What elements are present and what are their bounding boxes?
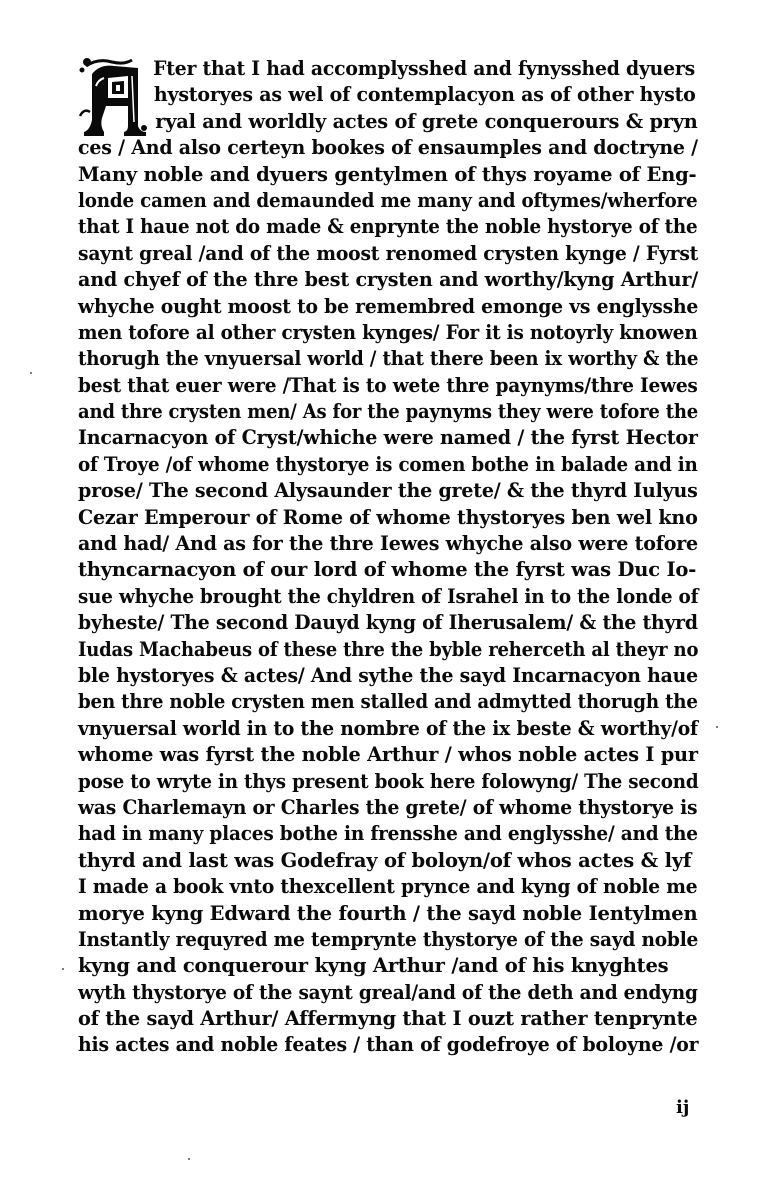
text-line: Fter that I had accomplysshed and fynysshed dyuers (153, 57, 695, 80)
text-line: ble hystoryes & actes/ And sythe the sayd Incarnacyon haue (78, 663, 698, 687)
text-line: thorugh the vnyuersal world / that there been ix worthy & the (78, 347, 699, 371)
text-line: of the sayd Arthur/ Affermyng that I ouzt rather tenprynte (78, 1007, 698, 1031)
text-line: his actes and noble feates / than of godefroye of boloyne /or (78, 1033, 699, 1057)
text-line: Many noble and dyuers gentylmen of thys royame of Eng- (78, 162, 697, 186)
ink-speck (62, 968, 64, 970)
text-line: whyche ought moost to be remembred emonge vs englysshe (78, 294, 699, 318)
text-line: morye kyng Edward the fourth / the sayd noble Ientylmen (78, 901, 698, 925)
text-line: Incarnacyon of Cryst/whiche were named / the fyrst Hector (78, 426, 698, 450)
text-line: of Troye /of whome thystorye is comen bothe in balade and in (78, 452, 698, 476)
text-line: kyng and conquerour kyng Arthur /and of his knyghtes (78, 954, 669, 978)
ink-speck (188, 1158, 190, 1160)
text-line: had in many places bothe in frensshe and englysshe/ and the (78, 822, 698, 846)
text-line: was Charlemayn or Charles the grete/ of whome thystorye is (78, 795, 698, 819)
text-line: and thre crysten men/ As for the paynyms they were tofore the (78, 400, 699, 424)
text-line: men tofore al other crysten kynges/ For it is notoyrly knowen (78, 320, 698, 344)
text-line: Cezar Emperour of Rome of whome thystoryes ben wel kno (78, 505, 698, 529)
ink-speck (716, 726, 718, 728)
text-line: I made a book vnto thexcellent prynce and kyng of noble me (78, 875, 698, 899)
text-line: byheste/ The second Dauyd kyng of Iherusalem/ & the thyrd (78, 611, 698, 635)
text-block (78, 56, 698, 1059)
text-line: ben thre noble crysten men stalled and admytted thorugh the (78, 690, 698, 714)
text-line: best that euer were /That is to wete thre paynyms/thre Iewes (78, 373, 698, 397)
text-line: hystoryes as wel of contemplacyon as of other hysto (153, 83, 696, 107)
text-line: whome was fyrst the noble Arthur / whos noble actes I pur (78, 743, 698, 767)
signature-mark: ij (676, 1097, 690, 1118)
text-line: pose to wryte in thys present book here folowyng/ The second (78, 769, 699, 793)
text-line: and had/ And as for the thre Iewes whyche also were tofore (78, 532, 698, 556)
text-line: ryal and worldly actes of grete conquerours & pryn (155, 109, 698, 133)
text-line: thyrd and last was Godefray of boloyn/of whos actes & lyf (78, 848, 692, 872)
text-line: sue whyche brought the chyldren of Israhel in to the londe of (78, 584, 699, 608)
text-line: wyth thystorye of the saynt greal/and of the deth and endyng (78, 980, 698, 1004)
text-line: vnyuersal world in to the nombre of the ix beste & worthy/of (78, 716, 698, 740)
text-line: prose/ The second Alysaunder the grete/ & the thyrd Iulyus (78, 479, 698, 503)
text-line: that I haue not do made & enprynte the noble hystorye of the (78, 215, 698, 239)
ink-speck (30, 372, 32, 374)
text-line: saynt greal /and of the moost renomed crysten kynge / Fyrst (78, 241, 699, 265)
text-line: and chyef of the thre best crysten and worthy/kyng Arthur/ (78, 268, 699, 292)
text-line: Instantly requyred me temprynte thystorye of the sayd noble (78, 927, 699, 951)
text-line: thyncarnacyon of our lord of whome the fyrst was Duc Io- (78, 558, 697, 582)
text-line: ces / And also certeyn bookes of ensaumples and doctryne / (78, 136, 698, 160)
text-line: Iudas Machabeus of these thre the byble reherceth al theyr no (78, 637, 699, 661)
text-line: londe camen and demaunded me many and oftymes/wherfore (78, 188, 698, 212)
